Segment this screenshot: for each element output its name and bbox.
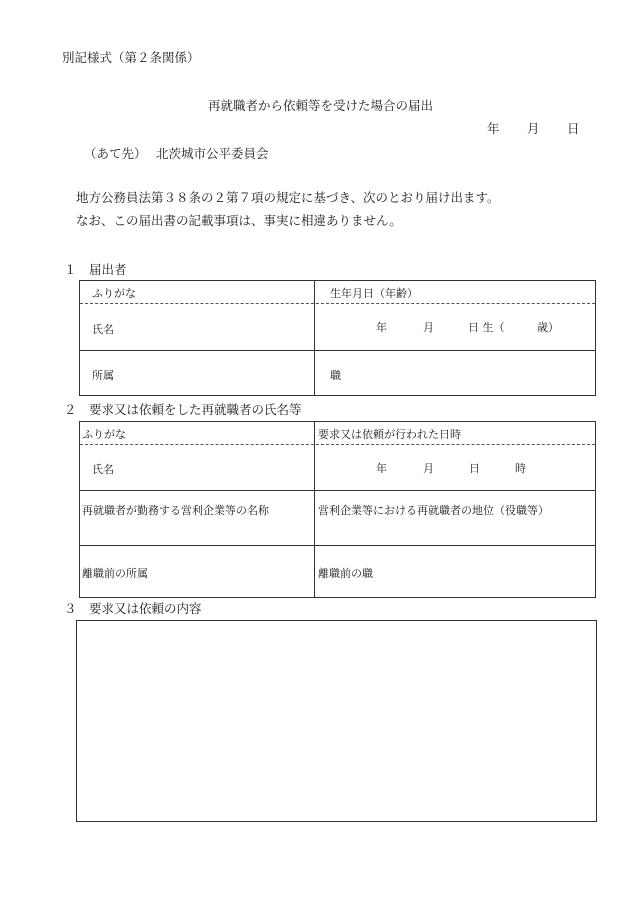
section2-name-input[interactable] xyxy=(130,456,310,480)
section1-birth-year-input[interactable] xyxy=(338,318,374,336)
date-month-input[interactable] xyxy=(500,121,526,137)
section2-furigana-label: ふりがな xyxy=(82,428,126,441)
section2-company-label: 再就職者が勤務する営利企業等の名称 xyxy=(82,504,269,517)
section1-position-label: 職 xyxy=(330,369,341,382)
section1-birth-month-input[interactable] xyxy=(392,318,420,336)
section3-content-input[interactable] xyxy=(80,624,593,818)
section1-birth-day: 日 生（ xyxy=(468,321,505,334)
section1-birth-age: 歳） xyxy=(537,321,559,334)
section1-dept-label: 所属 xyxy=(92,369,114,382)
date-year-input[interactable] xyxy=(452,121,486,137)
section1-position-input[interactable] xyxy=(350,363,590,387)
section2-prev-position-input[interactable] xyxy=(378,562,590,586)
section1-birth-label: 生年月日（年齢） xyxy=(330,287,418,300)
section1-furigana-label: ふりがな xyxy=(92,287,136,300)
section2-furigana-input[interactable] xyxy=(140,427,310,442)
section2-heading: ２ 要求又は依頼をした再就職者の氏名等 xyxy=(64,402,302,417)
date-month-label: 月 xyxy=(527,121,540,136)
form-title: 再就職者から依頼等を受けた場合の届出 xyxy=(208,98,434,113)
section2-when-month-input[interactable] xyxy=(392,459,420,477)
section2-company-position-label: 営利企業等における再就職者の地位（役職等） xyxy=(318,504,549,517)
section2-when-year: 年 xyxy=(376,462,387,475)
section1-birth-year: 年 xyxy=(376,321,387,334)
form-reference: 別記様式（第２条関係） xyxy=(62,50,200,65)
section3-heading: ３ 要求又は依頼の内容 xyxy=(64,601,202,616)
intro-line-2: なお、この届出書の記載事項は、事実に相違ありません。 xyxy=(76,213,402,228)
section1-birth-month: 月 xyxy=(423,321,434,334)
section2-when-month: 月 xyxy=(423,462,434,475)
section1-name-label: 氏名 xyxy=(92,323,114,336)
section2-company-position-input[interactable] xyxy=(318,522,590,542)
section1-furigana-input[interactable] xyxy=(150,286,310,301)
section1-name-input[interactable] xyxy=(130,316,310,340)
section2-when-hour: 時 xyxy=(515,462,526,475)
section1-birth-day-input[interactable] xyxy=(438,318,466,336)
intro-line-1: 地方公務員法第３８条の２第７項の規定に基づき、次のとおり届け出ます。 xyxy=(76,190,500,205)
date-year-label: 年 xyxy=(487,121,500,136)
section2-prev-dept-label: 離職前の所属 xyxy=(82,567,148,580)
section2-when-label: 要求又は依頼が行われた日時 xyxy=(318,428,461,441)
addressee-prefix: （あて先） xyxy=(84,146,147,161)
section2-when-hour-input[interactable] xyxy=(484,459,512,477)
section2-prev-position-label: 離職前の職 xyxy=(318,567,373,580)
section1-age-input[interactable] xyxy=(513,318,535,336)
section2-when-day: 日 xyxy=(469,462,480,475)
section2-when-day-input[interactable] xyxy=(438,459,466,477)
section2-name-label: 氏名 xyxy=(92,463,114,476)
addressee-name: 北茨城市公平委員会 xyxy=(156,146,269,161)
date-day-label: 日 xyxy=(567,121,580,136)
section2-prev-dept-input[interactable] xyxy=(162,562,310,586)
date-day-input[interactable] xyxy=(540,121,566,137)
section1-heading: １ 届出者 xyxy=(64,262,127,277)
section2-when-year-input[interactable] xyxy=(338,459,374,477)
section1-dept-input[interactable] xyxy=(122,363,310,387)
section2-company-input[interactable] xyxy=(82,522,310,542)
